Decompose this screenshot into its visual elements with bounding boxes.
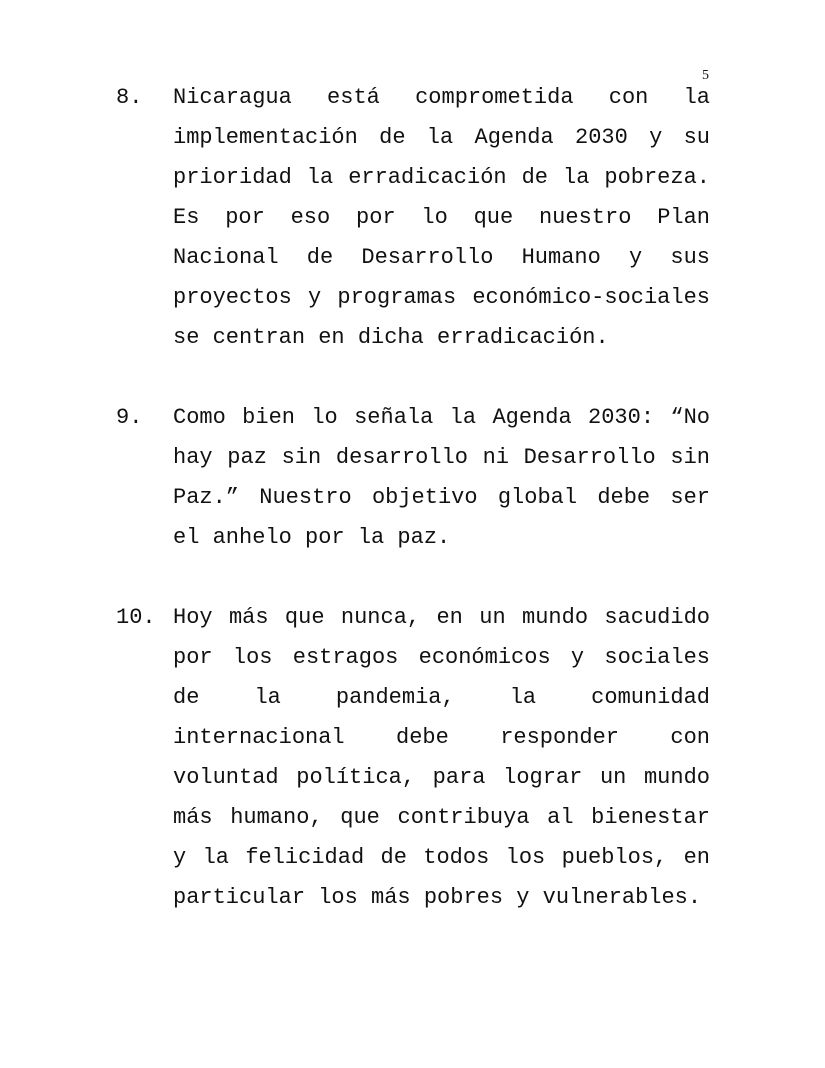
numbered-paragraph-8 <box>116 78 710 358</box>
paragraph-text: Nicaragua está comprometida con la implementación de la Agenda 2030 y su prioridad la erradicación de la pobreza. Es por eso por lo que nuestro Plan Nacional de Desarrollo Humano y sus proyectos y programas económico-sociales se centran en dicha erradicación. <box>173 85 710 350</box>
paragraph-number: 10. <box>116 605 156 630</box>
paragraph-text: Como bien lo señala la Agenda 2030: “No hay paz sin desarrollo ni Desarrollo sin Paz.” Nuestro objetivo global debe ser el anhelo por la paz. <box>173 405 710 550</box>
page-number: 5 <box>702 68 709 83</box>
paragraph-number: 9. <box>116 405 143 430</box>
numbered-paragraph-9 <box>116 398 710 558</box>
numbered-paragraph-10 <box>116 598 710 918</box>
paragraph-text: Hoy más que nunca, en un mundo sacudido por los estragos económicos y sociales de la pandemia, la comunidad internacional debe responder con voluntad política, para lograr un mundo más humano, que contribuya al bienestar y la felicidad de todos los pueblos, en particular los más pobres y vulnerables. <box>173 605 710 910</box>
paragraph-number: 8. <box>116 85 143 110</box>
